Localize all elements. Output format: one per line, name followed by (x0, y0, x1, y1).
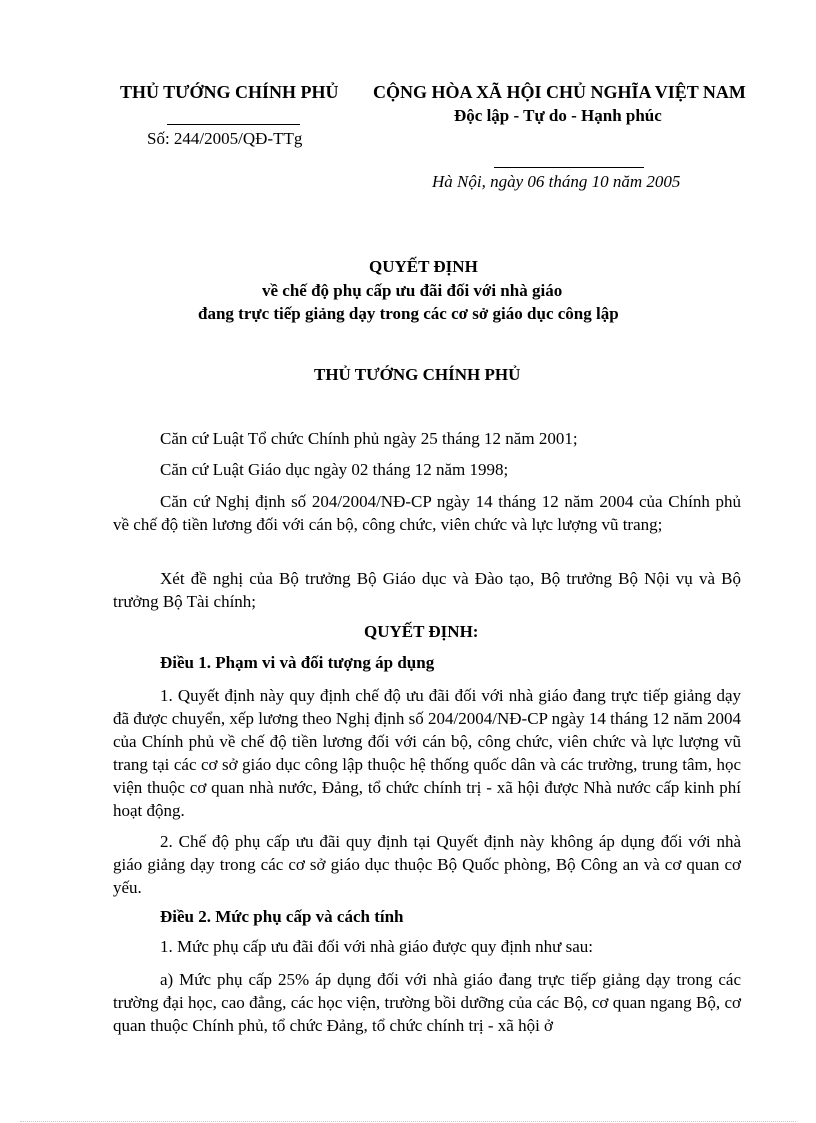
preamble-line: Căn cứ Luật Tổ chức Chính phủ ngày 25 tháng 12 năm 2001; (160, 429, 578, 448)
preamble-line: Căn cứ Luật Giáo dục ngày 02 tháng 12 năm 1998; (160, 460, 509, 479)
header-right-underline (494, 167, 644, 168)
article-1-heading: Điều 1. Phạm vi và đối tượng áp dụng (160, 653, 435, 672)
document-subject-line-2: đang trực tiếp giảng dạy trong các cơ sở giáo dục công lập (198, 304, 619, 323)
article-2-clause-1: 1. Mức phụ cấp ưu đãi đối với nhà giáo được quy định như sau: (160, 937, 594, 956)
document-number: Số: 244/2005/QĐ-TTg (147, 129, 303, 148)
article-2-heading: Điều 2. Mức phụ cấp và cách tính (160, 907, 404, 926)
article-1-clause-1: 1. Quyết định này quy định chế độ ưu đãi đối với nhà giáo đang trực tiếp giảng dạy đã được chuyển, xếp lương theo Nghị định số 204/2004/NĐ-CP ngày 14 tháng 12 năm 2004 của Chính phủ về chế độ tiền lương đối với cán bộ, công chức, viên chức và lực lượng vũ trang tại các cơ sở giáo dục công lập thuộc hệ thống quốc dân và các trường, trung tâm, học viện thuộc cơ quan nhà nước, Đảng, tổ chức chính trị - xã hội được Nhà nước cấp kinh phí hoạt động. (113, 686, 741, 820)
decision-heading: QUYẾT ĐỊNH: (364, 622, 479, 641)
issuing-authority: THỦ TƯỚNG CHÍNH PHỦ (120, 82, 339, 102)
header-left-underline (167, 124, 300, 125)
document-type-title: QUYẾT ĐỊNH (369, 257, 478, 276)
place-date: Hà Nội, ngày 06 tháng 10 năm 2005 (432, 172, 681, 191)
document-subject-line-1: về chế độ phụ cấp ưu đãi đối với nhà giáo (262, 281, 563, 300)
article-1-clause-2: 2. Chế độ phụ cấp ưu đãi quy định tại Quyết định này không áp dụng đối với nhà giáo giảng dạy trong các cơ sở giáo dục thuộc Bộ Quốc phòng, Bộ Công an và cơ quan cơ yếu. (113, 832, 741, 897)
preamble-paragraph: Căn cứ Nghị định số 204/2004/NĐ-CP ngày 14 tháng 12 năm 2004 của Chính phủ về chế độ tiền lương đối với cán bộ, công chức, viên chức và lực lượng vũ trang; (113, 492, 741, 534)
page-bottom-edge (20, 1121, 796, 1122)
national-motto: Độc lập - Tự do - Hạnh phúc (454, 106, 662, 125)
national-title: CỘNG HÒA XÃ HỘI CHỦ NGHĨA VIỆT NAM (373, 82, 746, 102)
authority-heading: THỦ TƯỚNG CHÍNH PHỦ (314, 365, 521, 384)
preamble-paragraph: Xét đề nghị của Bộ trưởng Bộ Giáo dục và Đào tạo, Bộ trưởng Bộ Nội vụ và Bộ trưởng Bộ Tài chính; (113, 569, 741, 611)
article-2-clause-1a: a) Mức phụ cấp 25% áp dụng đối với nhà giáo đang trực tiếp giảng dạy trong các trường đại học, cao đẳng, các học viện, trường bồi dưỡng của các Bộ, cơ quan ngang Bộ, cơ quan thuộc Chính phủ, tổ chức Đảng, tổ chức chính trị - xã hội ở (113, 970, 741, 1035)
